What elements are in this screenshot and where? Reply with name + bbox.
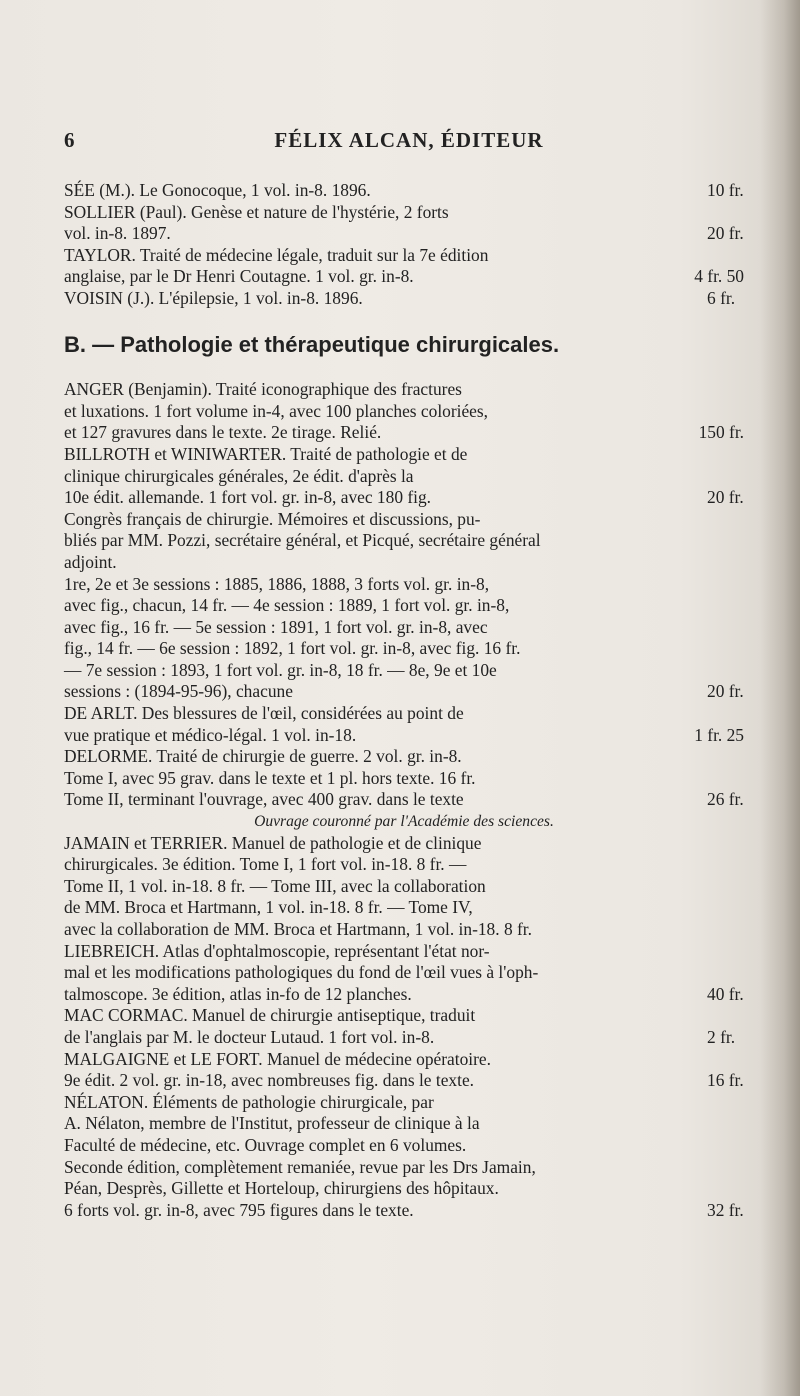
catalog-entry	[64, 509, 744, 703]
catalog-entry	[64, 1049, 744, 1092]
entry-line: avec la collaboration de MM. Broca et Hartmann, 1 vol. in-18. 8 fr.	[64, 919, 532, 939]
entry-line: 9e édit. 2 vol. gr. in-18, avec nombreuses fig. dans le texte.	[64, 1070, 475, 1091]
entry-line: vue pratique et médico-légal. 1 vol. in-18.	[64, 724, 357, 745]
entry-line: Péan, Desprès, Gillette et Horteloup, chirurgiens des hôpitaux.	[64, 1178, 499, 1199]
catalog-entry	[64, 379, 744, 444]
entry-line: SOLLIER (Paul). Genèse et nature de l'hystérie, 2 forts	[64, 201, 449, 222]
entry-line: fig., 14 fr. — 6e session : 1892, 1 fort vol. gr. in-8, avec fig. 16 fr.	[64, 638, 521, 659]
entry-line: Tome II, 1 vol. in-18. 8 fr. — Tome III, avec la collaboration	[64, 875, 486, 896]
entry-line: DE ARLT. Des blessures de l'œil, considérées au point de	[64, 703, 464, 724]
entry-line: adjoint.	[64, 551, 117, 572]
section-entries	[64, 379, 744, 1221]
running-title: FÉLIX ALCAN, ÉDITEUR	[274, 128, 544, 152]
page-header	[64, 128, 754, 158]
entry-line: de l'anglais par M. le docteur Lutaud. 1 fort vol. in-8.	[64, 1026, 435, 1047]
entry-line: clinique chirurgicales générales, 2e édit. d'après la	[64, 465, 414, 486]
entry-price: 20 fr.	[707, 681, 744, 702]
entry-line: mal et les modifications pathologiques du fond de l'œil vues à l'oph-	[64, 962, 539, 983]
catalog-entry	[64, 1005, 744, 1048]
entry-line: JAMAIN et TERRIER. Manuel de pathologie et de clinique	[64, 832, 482, 853]
entry-note: Ouvrage couronné par l'Académie des sciences.	[254, 813, 554, 831]
entry-line: Tome II, terminant l'ouvrage, avec 400 grav. dans le texte	[64, 789, 464, 810]
catalog-entry	[64, 245, 744, 288]
entry-line: — 7e session : 1893, 1 fort vol. gr. in-8, 18 fr. — 8e, 9e et 10e	[64, 659, 497, 680]
entry-line: anglaise, par le Dr Henri Coutagne. 1 vol. gr. in-8.	[64, 266, 414, 287]
entry-line: vol. in-8. 1897.	[64, 223, 171, 244]
entry-line: BILLROTH et WINIWARTER. Traité de pathologie et de	[64, 443, 468, 464]
entry-line: 6 forts vol. gr. in-8, avec 795 figures dans le texte.	[64, 1199, 414, 1220]
catalog-entry	[64, 941, 744, 1006]
entry-price: 32 fr.	[707, 1199, 744, 1220]
catalog-entry	[64, 746, 744, 832]
catalog-entry	[64, 288, 744, 310]
entry-line: MALGAIGNE et LE FORT. Manuel de médecine opératoire.	[64, 1048, 491, 1069]
entry-price: 26 fr.	[707, 789, 744, 810]
entry-line: SÉE (M.). Le Gonocoque, 1 vol. in-8. 1896.	[64, 180, 371, 200]
entry-line: Seconde édition, complètement remaniée, revue par les Drs Jamain,	[64, 1156, 536, 1177]
section-title: B. — Pathologie et thérapeutique chirurgicales.	[64, 331, 560, 357]
catalog-entry	[64, 833, 744, 941]
catalog-content	[64, 180, 744, 1221]
entry-price: 4 fr. 50	[694, 266, 744, 287]
entry-line: de MM. Broca et Hartmann, 1 vol. in-18. 8 fr. — Tome IV,	[64, 897, 473, 918]
page-number: 6	[64, 128, 75, 152]
catalog-entry	[64, 1092, 744, 1222]
entry-line: MAC CORMAC. Manuel de chirurgie antiseptique, traduit	[64, 1005, 476, 1026]
entry-line: et luxations. 1 fort volume in-4, avec 100 planches coloriées,	[64, 400, 489, 421]
entry-line: et 127 gravures dans le texte. 2e tirage. Relié.	[64, 422, 382, 443]
entry-line: LIEBREICH. Atlas d'ophtalmoscopie, représentant l'état nor-	[64, 940, 490, 961]
entry-price: 40 fr.	[707, 983, 744, 1004]
catalog-entry	[64, 202, 744, 245]
entry-price: 10 fr.	[707, 180, 744, 200]
entry-line: bliés par MM. Pozzi, secrétaire général, et Picqué, secrétaire général	[64, 530, 541, 551]
entry-line: chirurgicales. 3e édition. Tome I, 1 fort vol. in-18. 8 fr. —	[64, 854, 467, 875]
entry-price: 16 fr.	[707, 1070, 744, 1091]
entry-price: 20 fr.	[707, 487, 744, 508]
entry-line: ANGER (Benjamin). Traité iconographique des fractures	[64, 379, 462, 400]
catalog-entry	[64, 444, 744, 509]
entry-line: VOISIN (J.). L'épilepsie, 1 vol. in-8. 1896.	[64, 287, 363, 308]
entry-line: DELORME. Traité de chirurgie de guerre. 2 vol. gr. in-8.	[64, 746, 462, 767]
entry-line: TAYLOR. Traité de médecine légale, traduit sur la 7e édition	[64, 244, 489, 265]
entry-price: 1 fr. 25	[694, 724, 744, 745]
entry-price: 2 fr.	[707, 1026, 736, 1047]
entry-line: 10e édit. allemande. 1 fort vol. gr. in-8, avec 180 fig.	[64, 487, 432, 508]
entry-line: Congrès français de chirurgie. Mémoires et discussions, pu-	[64, 508, 481, 529]
entry-price: 6 fr.	[707, 287, 736, 308]
entry-line: sessions : (1894-95-96), chacune	[64, 681, 293, 702]
entry-price: 150 fr.	[698, 422, 744, 443]
entry-line: avec fig., chacun, 14 fr. — 4e session : 1889, 1 fort vol. gr. in-8,	[64, 595, 510, 616]
catalog-entry	[64, 180, 744, 202]
entry-line: Tome I, avec 95 grav. dans le texte et 1 pl. hors texte. 16 fr.	[64, 767, 476, 788]
entry-price: 20 fr.	[707, 223, 744, 244]
entry-line: avec fig., 16 fr. — 5e session : 1891, 1 fort vol. gr. in-8, avec	[64, 616, 488, 637]
entry-line: 1re, 2e et 3e sessions : 1885, 1886, 1888, 3 forts vol. gr. in-8,	[64, 573, 490, 594]
catalog-entry	[64, 703, 744, 746]
entry-line: NÉLATON. Éléments de pathologie chirurgicale, par	[64, 1091, 434, 1112]
entry-line: A. Nélaton, membre de l'Institut, professeur de clinique à la	[64, 1113, 480, 1134]
entry-line: Faculté de médecine, etc. Ouvrage complet en 6 volumes.	[64, 1134, 467, 1155]
page-edge-shadow	[760, 0, 800, 1396]
entry-line: talmoscope. 3e édition, atlas in-fo de 12 planches.	[64, 983, 412, 1004]
